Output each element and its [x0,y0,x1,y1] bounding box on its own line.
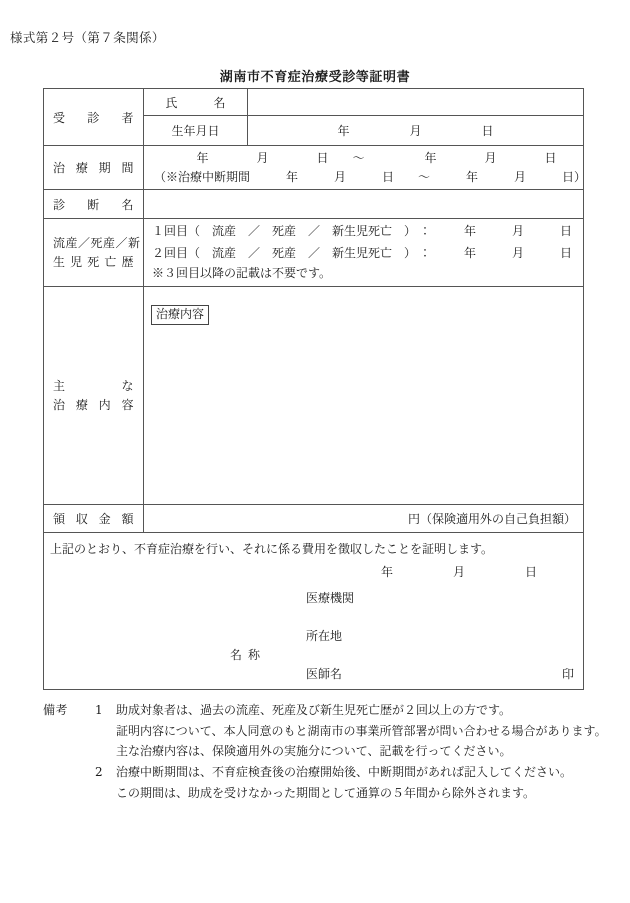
diagnosis-value[interactable] [144,190,584,219]
remark-number-2: 2 [95,764,103,779]
loss-history-line2: ２回目（ 流産 ／ 死産 ／ 新生児死亡 ） ： 年 月 日 [152,246,573,261]
patient-name-value[interactable] [248,89,584,116]
main-treatment-value[interactable] [144,287,584,505]
main-treatment-label: 主な 治療内容 [44,287,144,505]
doctor-name-label: 医師名 [306,667,343,682]
table-row-loss-history [44,219,584,287]
certification-date[interactable]: 年 月 日 [380,565,537,580]
remark-text: 治療中断期間は、不育症検査後の治療開始後、中断期間があれば記入してください。 [116,764,573,779]
remark-item-1-line-3 [43,741,603,762]
document-title: 湖南市不育症治療受診等証明書 [219,70,411,85]
table-row-patient-name [44,89,584,116]
institution-label: 医療機関 [306,591,355,606]
diagnosis-label: 診断名 [44,190,144,219]
table-row-main-treatment [44,287,584,505]
remark-item-1-line-2 [43,721,607,742]
remark-text: 主な治療内容は、保険適用外の実施分について、記載を行ってください。 [116,744,512,759]
table-row-diagnosis [44,190,584,219]
institution-name-label: 名称 [230,648,267,663]
amount-value[interactable] [144,505,584,533]
loss-history-value[interactable] [144,219,584,287]
treatment-period-line1: 年 月 日 ～ 年 月 日 [196,151,557,165]
treatment-period-label: 治療期間 [44,146,144,190]
amount-label: 領収金額 [44,505,144,533]
loss-history-label: 流産／死産／新 生児死亡歴 [44,219,144,287]
certification-statement: 上記のとおり、不育症治療を行い、それに係る費用を徴収したことを証明します。 [50,542,494,557]
table-row-amount [44,505,584,533]
certificate-table [43,88,587,690]
patient-name-label: 氏 名 [144,89,248,116]
loss-history-note: ※３回目以降の記載は不要です。 [152,265,332,280]
remark-item-1-line-1 [43,700,603,721]
remark-number-1: 1 [95,703,103,717]
remarks-heading: 備考 [43,703,69,717]
remark-item-2-line-2 [43,783,603,804]
remarks-section [43,700,607,803]
treatment-period-value[interactable] [144,146,587,190]
patient-label: 受診者 [44,89,144,146]
remark-text: 助成対象者は、過去の流産、死産及び新生児死亡歴が２回以上の方です。 [116,703,512,717]
form-number: 様式第２号（第７条関係） [10,30,165,45]
treatment-period-line2: （※治療中断期間 年 月 日 ～ 年 月 日） [154,170,587,185]
remark-text: この期間は、助成を受けなかった期間として通算の５年間から除外されます。 [116,785,536,800]
treatment-content-box: 治療内容 [151,305,209,325]
seal-mark: 印 [561,667,574,682]
remark-text: 証明内容について、本人同意のもと湖南市の事業所管部署が問い合わせる場合があります。 [116,723,607,738]
table-row-treatment-period [44,146,584,190]
institution-address-label: 所在地 [306,629,343,644]
certification-block [44,533,584,690]
patient-birth-label: 生年月日 [144,116,248,146]
loss-history-line1: １回目（ 流産 ／ 死産 ／ 新生児死亡 ） ： 年 月 日 [152,224,573,238]
table-row-certification [44,533,584,690]
remark-item-2-line-1 [43,762,603,783]
amount-suffix: 円（保険適用外の自己負担額） [407,512,576,527]
patient-birth-value[interactable]: 年 月 日 [248,116,584,146]
